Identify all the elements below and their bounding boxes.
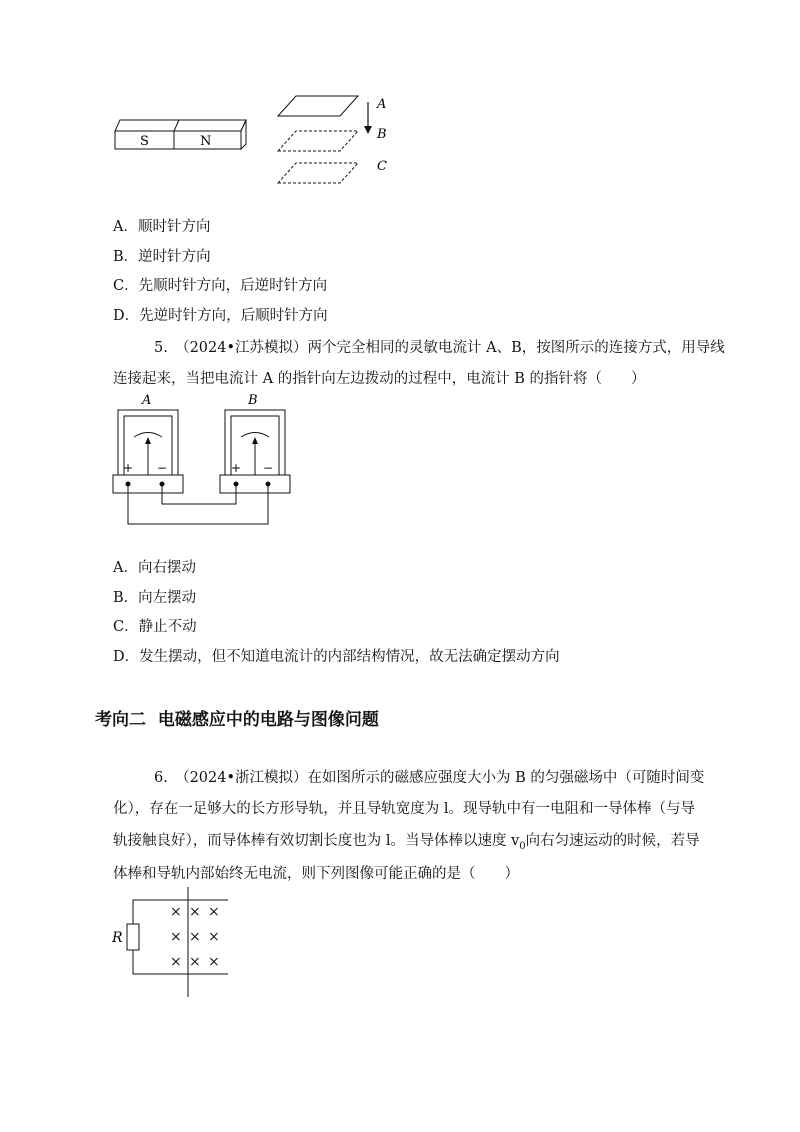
magnet-pole-s: S [140, 134, 149, 149]
q6-v0-subscript: 0 [519, 840, 526, 852]
q6-stem-line2: 化），存在一足够大的长方形导轨，并且导轨宽度为 l。现导轨中有一电阻和一导体棒（与导 [113, 801, 695, 817]
q6-stem-line4: 体棒和导轨内部始终无电流，则下列图像可能正确的是（ ） [113, 866, 519, 882]
q5-option-b: B．向左摆动 [113, 590, 197, 606]
meter-a-minus: − [157, 461, 168, 475]
svg-text:×: × [189, 954, 201, 970]
svg-text:×: × [208, 954, 220, 970]
q5-option-c: C．静止不动 [113, 619, 197, 635]
resistor-label: R [112, 930, 123, 946]
svg-text:×: × [170, 954, 182, 970]
galvanometer-a [113, 410, 183, 493]
magnet-loop-figure [100, 88, 410, 188]
connecting-wires [128, 484, 268, 524]
galvanometer-figure [108, 388, 308, 528]
loop-position-b [278, 131, 358, 151]
q5-stem-line1: 5. （2024•江苏模拟）两个完全相同的灵敏电流计 A、B，按图所示的连接方式，用导线 [154, 340, 725, 356]
magnetic-field-crosses [170, 904, 220, 970]
svg-text:×: × [189, 904, 201, 920]
svg-text:×: × [170, 929, 182, 945]
meter-b-label: B [248, 393, 258, 408]
section-heading: 考向二 电磁感应中的电路与图像问题 [95, 710, 379, 730]
q6-stem-line1: 6. （2024•浙江模拟）在如图所示的磁感应强度大小为 B 的匀强磁场中（可随时间变 [154, 770, 705, 786]
q6-line3-part-b: 向右匀速运动的时候，若导 [525, 833, 700, 849]
q4-option-d: D．先逆时针方向，后顺时针方向 [113, 308, 328, 324]
meter-a-plus: + [123, 461, 134, 475]
magnet-pole-n: N [200, 134, 212, 149]
q5-stem-line2: 连接起来，当把电流计 A 的指针向左边拨动的过程中，电流计 B 的指针将（ ） [113, 371, 646, 387]
svg-text:×: × [208, 904, 220, 920]
position-label-a: A [377, 97, 387, 112]
q4-option-b: B．逆时针方向 [113, 249, 211, 265]
q5-option-d: D．发生摆动，但不知道电流计的内部结构情况，故无法确定摆动方向 [113, 649, 560, 665]
q4-option-c: C．先顺时针方向，后逆时针方向 [113, 278, 328, 294]
q5-option-a: A．向右摆动 [113, 560, 196, 576]
svg-text:×: × [170, 904, 182, 920]
svg-text:×: × [189, 929, 201, 945]
bar-magnet [115, 120, 246, 149]
meter-b-plus: + [231, 461, 242, 475]
q6-stem-line3 [113, 829, 700, 852]
q6-line3-part-a: 轨接触良好），而导体棒有效切割长度也为 l。当导体棒以速度 v [113, 833, 520, 849]
svg-text:×: × [208, 929, 220, 945]
loop-position-a [278, 96, 358, 116]
rail-field-figure [108, 885, 238, 1000]
position-label-b: B [377, 127, 387, 142]
loop-position-c [278, 163, 358, 183]
down-arrow-icon [364, 102, 372, 134]
galvanometer-b [220, 410, 290, 493]
q4-option-a: A．顺时针方向 [113, 219, 211, 235]
position-label-c: C [377, 159, 387, 174]
meter-a-label: A [142, 393, 152, 408]
meter-b-minus: − [263, 461, 274, 475]
